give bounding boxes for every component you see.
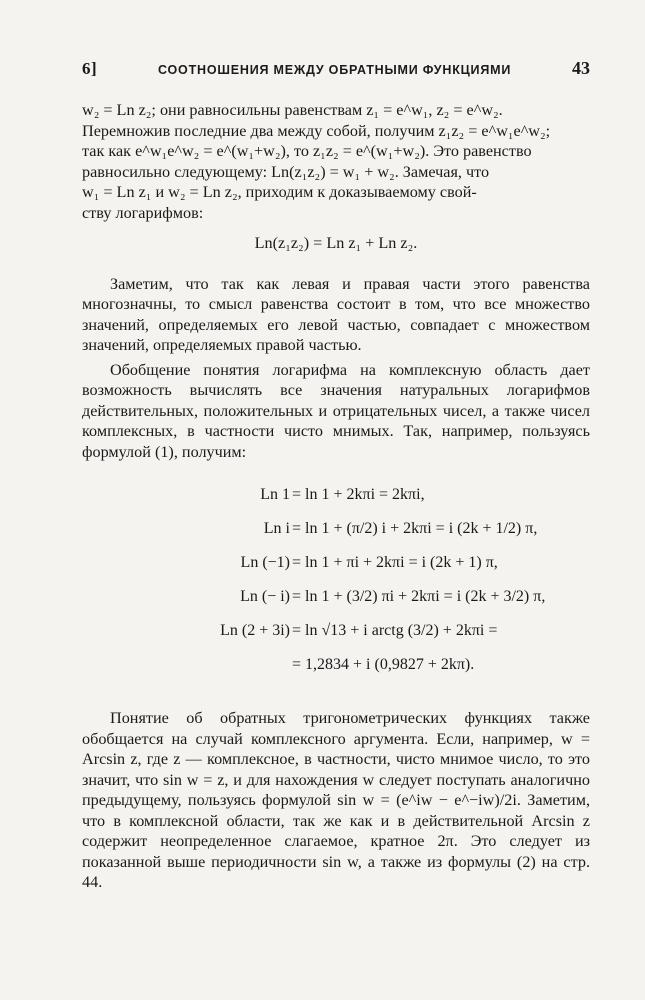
equation-lhs: Ln (−1)	[240, 553, 290, 571]
chapter-title: СООТНОШЕНИЯ МЕЖДУ ОБРАТНЫМИ ФУНКЦИЯМИ	[158, 63, 512, 77]
equation-row	[82, 478, 590, 512]
running-header	[82, 58, 590, 88]
section-number: 6]	[82, 59, 98, 78]
equation-row	[82, 614, 590, 648]
equation-row	[82, 546, 590, 580]
equation-row	[82, 512, 590, 546]
paragraph-1-line-6: ству логарифмов:	[82, 203, 204, 222]
paragraph-1-line-4: равносильно следующему: Ln(z₁z₂) = w₁ + w₂. Замечая, что	[82, 162, 490, 181]
equation-row	[82, 580, 590, 614]
equation-lhs: Ln i	[263, 519, 290, 537]
paragraph-1-line-5: w₁ = Ln z₁ и w₂ = Ln z₂, приходим к доказываемому свой-	[82, 183, 477, 201]
paragraph-1-line-1: w₂ = Ln z₂; они равносильны равенствам z₁ = e^w₁, z₂ = e^w₂.	[82, 101, 503, 119]
equation-rhs: = ln 1 + 2kπi = 2kπi,	[292, 485, 425, 503]
paragraph-3: Обобщение понятия логарифма на комплексную область дает возможность вычислять все значения натуральных логарифмов действительных, положительных и отрицательных чисел, а также чисел комплексных, в частности чисто мнимых. Так, например, пользуясь формулой (1), получим:	[82, 360, 590, 461]
equation-rhs: = ln 1 + πi + 2kπi = i (2k + 1) π,	[292, 553, 498, 571]
equation-lhs: Ln 1	[260, 485, 290, 503]
log-product-equation: Ln(z₁z₂) = Ln z₁ + Ln z₂.	[254, 234, 418, 252]
paragraph-1-line-2: Перемножив последние два между собой, получим z₁z₂ = e^w₁e^w₂;	[82, 121, 551, 140]
equation-block	[82, 478, 590, 682]
paragraph-4: Понятие об обратных тригонометрических функциях также обобщается на случай комплексного аргумента. Если, например, w = Arcsin z, где z — комплексное, в частности, чисто мнимое число, то это значит, что sin w = z, и для нахождения w следует поступать аналогично предыдущему, пользуясь формулой sin w = (e^iw − e^−iw)/2i. Заметим, что в комплексной области, так же как и в действительной Arcsin z содержит неопределенное слагаемое, кратное 2π. Это следует из показанной выше периодичности sin w, а также из формулы (2) на стр. 44.	[82, 709, 590, 891]
equation-lhs: Ln (− i)	[240, 587, 290, 605]
equation-rhs: = 1,2834 + i (0,9827 + 2kπ).	[292, 655, 475, 673]
paragraph-1-line-3: так как e^w₁e^w₂ = e^(w₁+w₂), то z₁z₂ = e^(w₁+w₂). Это равенство	[82, 142, 532, 160]
page-body	[82, 100, 590, 893]
equation-rhs: = ln √13 + i arctg (3/2) + 2kπi =	[292, 621, 498, 639]
book-page	[82, 58, 590, 893]
equation-lhs: Ln (2 + 3i)	[220, 621, 290, 639]
paragraph-2: Заметим, что так как левая и правая части этого равенства многозначны, то смысл равенства состоит в том, что все множество значений, определяемых его левой частью, совпадает с множеством значений, определяемых правой частью.	[82, 274, 590, 354]
page-number: 43	[571, 58, 590, 78]
equation-rhs: = ln 1 + (π/2) i + 2kπi = i (2k + 1/2) π,	[292, 519, 538, 537]
equation-row-continuation	[82, 648, 590, 682]
equation-rhs: = ln 1 + (3/2) πi + 2kπi = i (2k + 3/2) π,	[292, 587, 546, 605]
